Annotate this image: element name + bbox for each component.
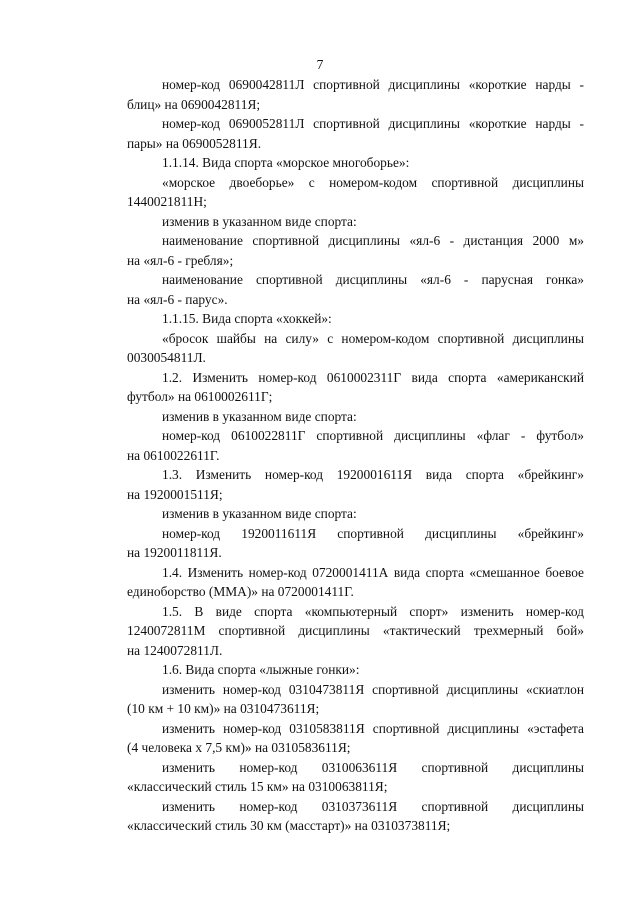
document-body <box>127 75 584 836</box>
paragraph-line: 1440021811Н; <box>127 194 207 209</box>
page-number: 7 <box>316 57 324 72</box>
paragraph-line: наименование спортивной дисциплины «ял-6 - дистанция 2000 м» <box>162 233 584 248</box>
paragraph-line: единоборство (ММА)» на 0720001411Г. <box>127 584 354 599</box>
paragraph-line: «классический стиль 30 км (масстарт)» на 0310373811Я; <box>127 818 451 833</box>
paragraph <box>127 524 584 563</box>
paragraph-line: номер-код 0610022811Г спортивной дисциплины «флаг - футбол» <box>162 428 584 443</box>
paragraph <box>127 680 584 719</box>
paragraph <box>127 426 584 465</box>
paragraph <box>127 504 584 524</box>
paragraph-line: на «ял-6 - гребля»; <box>127 252 234 268</box>
paragraph-line: 1.1.14. Вида спорта «морское многоборье»: <box>162 155 410 170</box>
paragraph <box>127 719 584 758</box>
paragraph-line: 1240072811М спортивной дисциплины «тактический трехмерный бой» <box>127 623 584 638</box>
paragraph <box>127 75 584 114</box>
paragraph <box>127 758 584 797</box>
paragraph <box>127 602 584 661</box>
paragraph-line: на 1920001511Я; <box>127 486 223 502</box>
paragraph-line: изменив в указанном виде спорта: <box>162 506 357 521</box>
paragraph-line: 1.2. Изменить номер-код 0610002311Г вида спорта «американский <box>162 369 584 385</box>
paragraph-line: изменить номер-код 0310063611Я спортивной дисциплины <box>162 759 584 775</box>
paragraph-line: номер-код 1920011611Я спортивной дисциплины «брейкинг» <box>162 525 584 541</box>
paragraph <box>127 173 584 212</box>
paragraph <box>127 153 584 173</box>
paragraph-line: изменив в указанном виде спорта: <box>162 408 357 424</box>
paragraph-line: «классический стиль 15 км» на 0310063811Я; <box>127 779 388 794</box>
paragraph <box>127 329 584 368</box>
paragraph-line: изменить номер-код 0310473811Я спортивной дисциплины «скиатлон <box>162 681 584 697</box>
paragraph <box>127 231 584 270</box>
paragraph-line: номер-код 0690052811Л спортивной дисциплины «короткие нарды - <box>162 116 584 131</box>
paragraph <box>127 660 584 680</box>
paragraph-line: пары» на 0690052811Я. <box>127 135 262 151</box>
paragraph-line: футбол» на 0610002611Г; <box>127 389 273 404</box>
paragraph <box>127 309 584 329</box>
paragraph-line: 0030054811Л. <box>127 350 206 365</box>
paragraph-line: 1.3. Изменить номер-код 1920001611Я вида спорта «брейкинг» <box>162 467 584 482</box>
paragraph-line: блиц» на 0690042811Я; <box>127 96 261 112</box>
paragraph-line: наименование спортивной дисциплины «ял-6 - парусная гонка» <box>162 272 584 287</box>
paragraph-line: номер-код 0690042811Л спортивной дисциплины «короткие нарды - <box>162 77 584 92</box>
paragraph-line: на «ял-6 - парус». <box>127 291 228 307</box>
paragraph <box>127 407 584 427</box>
paragraph-line: «бросок шайбы на силу» с номером-кодом спортивной дисциплины <box>162 330 584 346</box>
paragraph <box>127 114 584 153</box>
paragraph-line: (4 человека х 7,5 км)» на 0310583611Я; <box>127 740 351 755</box>
paragraph-line: 1.6. Вида спорта «лыжные гонки»: <box>162 662 360 677</box>
paragraph-line: (10 км + 10 км)» на 0310473611Я; <box>127 701 320 716</box>
paragraph-line: на 1240072811Л. <box>127 642 223 658</box>
paragraph-line: изменить номер-код 0310583811Я спортивной дисциплины «эстафета <box>162 720 584 736</box>
paragraph-line: на 1920011811Я. <box>127 545 222 560</box>
paragraph <box>127 270 584 309</box>
paragraph-line: 1.5. В виде спорта «компьютерный спорт» изменить номер-код <box>162 603 584 619</box>
paragraph-line: изменив в указанном виде спорта: <box>162 213 357 229</box>
paragraph <box>127 563 584 602</box>
paragraph-line: 1.1.15. Вида спорта «хоккей»: <box>162 311 332 326</box>
paragraph-line: «морское двоеборье» с номером-кодом спортивной дисциплины <box>162 174 584 190</box>
paragraph-line: на 0610022611Г. <box>127 447 220 463</box>
paragraph-line: изменить номер-код 0310373611Я спортивной дисциплины <box>162 798 584 814</box>
paragraph <box>127 465 584 504</box>
paragraph <box>127 368 584 407</box>
paragraph <box>127 797 584 836</box>
paragraph <box>127 212 584 232</box>
paragraph-line: 1.4. Изменить номер-код 0720001411А вида спорта «смешанное боевое <box>162 564 584 580</box>
